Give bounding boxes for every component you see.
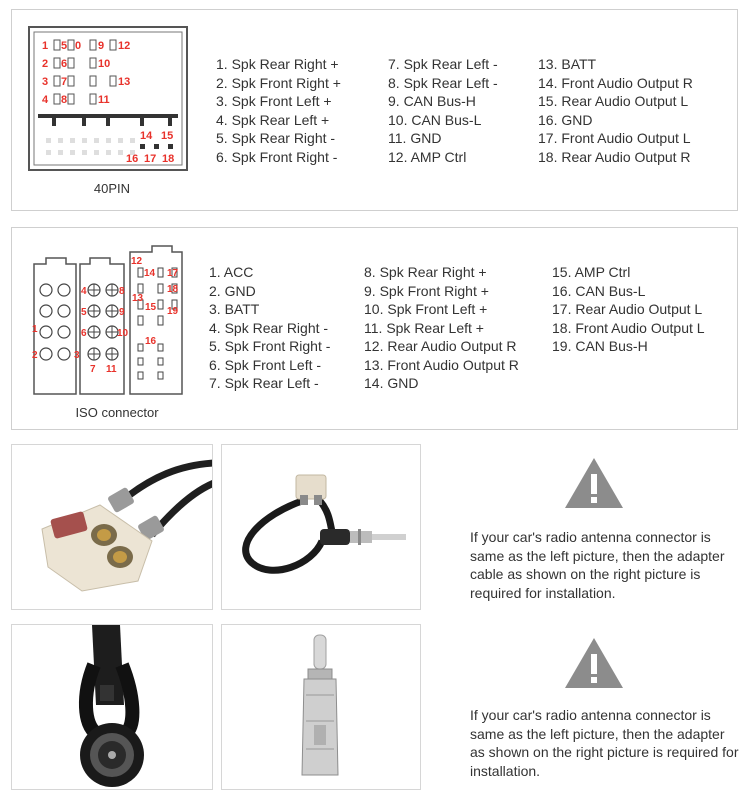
pin-description: 2. GND xyxy=(209,282,256,299)
forty-pin-number: 14 xyxy=(140,130,153,142)
fakra-connector-photo xyxy=(11,444,213,610)
forty-pin-number: 13 xyxy=(118,76,131,88)
iso-connector-diagram xyxy=(32,244,207,399)
iso-pin-number: 2 xyxy=(32,350,38,361)
forty-pin-number: 9 xyxy=(98,40,105,52)
pin-description: 1. ACC xyxy=(209,264,254,280)
pin-description: 5. Spk Front Right - xyxy=(209,338,331,354)
pin-description: 6. Spk Front Left - xyxy=(209,356,322,373)
forty-pin-number: 15 xyxy=(161,130,174,142)
warning-triangle-icon xyxy=(563,636,625,695)
pin-description: 3. BATT xyxy=(209,301,260,317)
pin-description: 14. GND xyxy=(364,375,419,391)
pin-description: 9. CAN Bus-H xyxy=(388,93,476,109)
pin-description: 16. CAN Bus-L xyxy=(552,282,646,299)
pin-description: 18. Front Audio Output L xyxy=(552,319,705,336)
forty-pin-list-col-3 xyxy=(538,55,693,166)
iso-pin-number: 6 xyxy=(81,328,87,339)
pin-description: 7. Spk Rear Left - xyxy=(209,375,319,391)
iso-list-col-2 xyxy=(364,263,519,393)
forty-pin-number: 11 xyxy=(98,94,110,106)
pin-description: 14. Front Audio Output R xyxy=(538,74,693,91)
iso-caption: ISO connector xyxy=(75,405,159,420)
pin-description: 18. Rear Audio Output R xyxy=(538,148,691,165)
forty-pin-panel xyxy=(11,9,738,211)
forty-pin-number: 6 xyxy=(61,58,68,70)
pin-description: 11. GND xyxy=(388,130,442,146)
pin-description: 6. Spk Front Right - xyxy=(216,148,338,165)
forty-pin-number: 1 xyxy=(42,40,49,52)
iso-pin-number: 5 xyxy=(81,307,87,318)
antenna-adapter-photo xyxy=(221,624,421,790)
antenna-note-text: If your car's radio antenna connector is same as the left picture, then the adapter cable as shown on the right picture is required for installation. xyxy=(470,529,725,601)
forty-pin-number: 3 xyxy=(42,76,49,88)
pin-description: 12. Rear Audio Output R xyxy=(364,338,517,354)
forty-pin-number: 7 xyxy=(61,76,68,88)
pin-description: 8. Spk Rear Left - xyxy=(388,74,498,91)
pin-description: 17. Rear Audio Output L xyxy=(552,301,703,317)
pin-description: 2. Spk Front Right + xyxy=(216,74,341,91)
forty-pin-number: 17 xyxy=(144,153,157,165)
forty-pin-diagram xyxy=(28,26,188,171)
pin-description: 16. GND xyxy=(538,111,593,128)
iso-pin-number: 19 xyxy=(167,306,179,317)
pin-description: 5. Spk Rear Right - xyxy=(216,130,336,146)
antenna-note-2 xyxy=(460,632,740,792)
pin-description: 10. CAN Bus-L xyxy=(388,111,482,128)
iso-pin-number: 10 xyxy=(117,328,129,339)
iso-pin-number: 9 xyxy=(119,307,125,318)
iso-pin-number: 1 xyxy=(32,324,38,335)
pin-description: 3. Spk Front Left + xyxy=(216,93,332,109)
iso-pin-number: 8 xyxy=(119,286,125,297)
pin-description: 1. Spk Rear Right + xyxy=(216,56,339,72)
iso-list-col-3 xyxy=(552,263,705,356)
warning-triangle-icon xyxy=(563,456,625,515)
iso-pin-number: 14 xyxy=(144,268,156,279)
forty-pin-list-col-1 xyxy=(216,55,341,166)
iso-pin-number: 17 xyxy=(167,268,179,279)
iso-panel xyxy=(11,227,738,430)
forty-pin-number: 16 xyxy=(126,153,139,165)
iso-pin-number: 12 xyxy=(131,256,143,267)
pin-description: 10. Spk Front Left + xyxy=(364,301,488,317)
forty-pin-number: 10 xyxy=(98,58,111,70)
forty-pin-number: 8 xyxy=(61,94,68,106)
forty-pin-caption: 40PIN xyxy=(93,181,131,196)
iso-pin-number: 16 xyxy=(145,336,157,347)
din-antenna-connector-photo xyxy=(11,624,213,790)
fakra-adapter-cable-photo xyxy=(221,444,421,610)
antenna-note-1 xyxy=(460,452,740,612)
forty-pin-number: 2 xyxy=(42,58,49,70)
forty-pin-list-col-2 xyxy=(388,55,498,166)
iso-pin-number: 18 xyxy=(167,284,179,295)
forty-pin-number: 0 xyxy=(75,40,82,52)
iso-pin-number: 7 xyxy=(90,364,96,375)
iso-pin-number: 4 xyxy=(81,286,87,297)
pin-description: 13. Front Audio Output R xyxy=(364,356,519,373)
iso-pin-number: 13 xyxy=(132,293,144,304)
forty-pin-number: 12 xyxy=(118,40,131,52)
pin-description: 4. Spk Rear Left + xyxy=(216,111,330,128)
pin-description: 17. Front Audio Output L xyxy=(538,130,691,146)
iso-pin-number: 15 xyxy=(145,302,157,313)
pin-description: 9. Spk Front Right + xyxy=(364,282,489,299)
iso-pin-number: 11 xyxy=(106,364,117,375)
pin-description: 12. AMP Ctrl xyxy=(388,148,467,165)
pin-description: 8. Spk Rear Right + xyxy=(364,264,487,280)
antenna-note-text: If your car's radio antenna connector is same as the left picture, then the adapter as shown on the right picture is required for installation. xyxy=(470,707,739,779)
forty-pin-number: 5 xyxy=(61,40,68,52)
forty-pin-number: 4 xyxy=(42,94,49,106)
pin-description: 15. Rear Audio Output L xyxy=(538,93,689,109)
pin-description: 13. BATT xyxy=(538,56,597,72)
pin-description: 7. Spk Rear Left - xyxy=(388,56,498,72)
pin-description: 15. AMP Ctrl xyxy=(552,264,631,280)
forty-pin-number: 18 xyxy=(162,153,175,165)
pin-description: 19. CAN Bus-H xyxy=(552,338,648,354)
iso-pin-number: 3 xyxy=(74,350,80,361)
pin-description: 4. Spk Rear Right - xyxy=(209,319,329,336)
pin-description: 11. Spk Rear Left + xyxy=(364,319,484,336)
iso-list-col-1 xyxy=(209,263,330,393)
